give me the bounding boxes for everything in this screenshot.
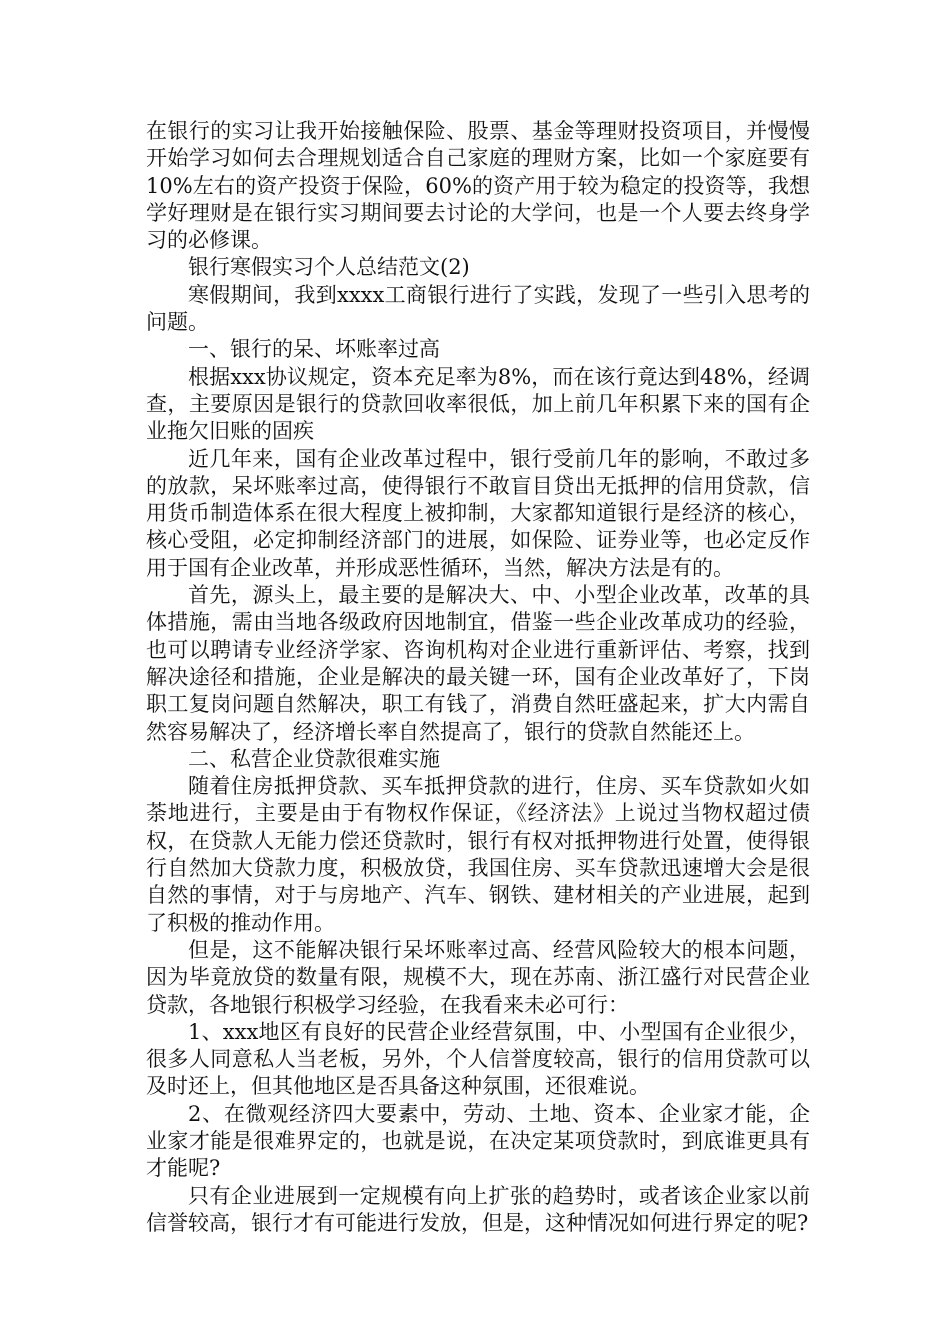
paragraph-conclusion: 只有企业进展到一定规模有向上扩张的趋势时，或者该企业家以前信誉较高，银行才有可能进行发放，但是，这种情况如何进行界定的呢? — [146, 1183, 810, 1235]
paragraph-however: 但是，这不能解决银行呆坏账率过高、经营风险较大的根本问题，因为毕竟放贷的数量有限，规模不大，现在苏南、浙江盛行对民营企业贷款，各地银行积极学习经验，在我看来未必可行： — [146, 937, 810, 1017]
heading-private-loans: 二、私营企业贷款很难实施 — [188, 746, 440, 771]
paragraph-first-source: 首先，源头上，最主要的是解决大、中、小型企业改革，改革的具体措施，需由当地各级政府因地制宜，借鉴一些企业改革成功的经验，也可以聘请专业经济学家、咨询机构对企业进行重新评估、考察，找到解决途径和措施，企业是解决的最关键一环，国有企业改革好了，下岗职工复岗问题自然解决，职工有钱了，消费自然旺盛起来，扩大内需自然容易解决了，经济增长率自然提高了，银行的贷款自然能还上。 — [146, 583, 810, 744]
document-body — [146, 118, 810, 1237]
heading-bad-debt: 一、银行的呆、坏账率过高 — [188, 337, 440, 362]
list-item-2: 2、在微观经济四大要素中，劳动、土地、资本、企业家才能，企业家才能是很难界定的，也就是说，在决定某项贷款时，到底谁更具有才能呢? — [146, 1101, 810, 1181]
list-item-1: 1、xxx地区有良好的民营企业经营氛围，中、小型国有企业很少，很多人同意私人当老板，另外，个人信誉度较高，银行的信用贷款可以及时还上，但其他地区是否具备这种氛围，还很难说。 — [146, 1019, 810, 1099]
paragraph-mortgage-loans: 随着住房抵押贷款、买车抵押贷款的进行，住房、买车贷款如火如荼地进行，主要是由于有物权作保证，《经济法》上说过当物权超过债权，在贷款人无能力偿还贷款时，银行有权对抵押物进行处置，使得银行自然加大贷款力度，积极放贷，我国住房、买车贷款迅速增大会是很自然的事情，对于与房地产、汽车、钢铁、建材相关的产业进展，起到了积极的推动作用。 — [146, 774, 810, 935]
paragraph-continuation: 在银行的实习让我开始接触保险、股票、基金等理财投资项目，并慢慢开始学习如何去合理规划适合自己家庭的理财方案，比如一个家庭要有10%左右的资产投资于保险，60%的资产用于较为稳定的投资等，我想学好理财是在银行实习期间要去讨论的大学问，也是一个人要去终身学习的必修课。 — [146, 119, 810, 253]
paragraph-intro: 寒假期间，我到xxxx工商银行进行了实践，发现了一些引入思考的问题。 — [146, 282, 810, 335]
section-title: 银行寒假实习个人总结范文(2) — [188, 255, 470, 280]
paragraph-capital-ratio: 根据xxx协议规定，资本充足率为8%，而在该行竟达到48%，经调查，主要原因是银行的贷款回收率很低，加上前几年积累下来的国有企业拖欠旧账的固疾 — [146, 364, 810, 444]
paragraph-recent-years: 近几年来，国有企业改革过程中，银行受前几年的影响，不敢过多的放款，呆坏账率过高，使得银行不敢盲目贷出无抵押的信用贷款，信用货币制造体系在很大程度上被抑制，大家都知道银行是经济的核心，核心受阻，必定抑制经济部门的进展，如保险、证券业等，也必定反作用于国有企业改革，并形成恶性循环，当然，解决方法是有的。 — [146, 446, 810, 580]
